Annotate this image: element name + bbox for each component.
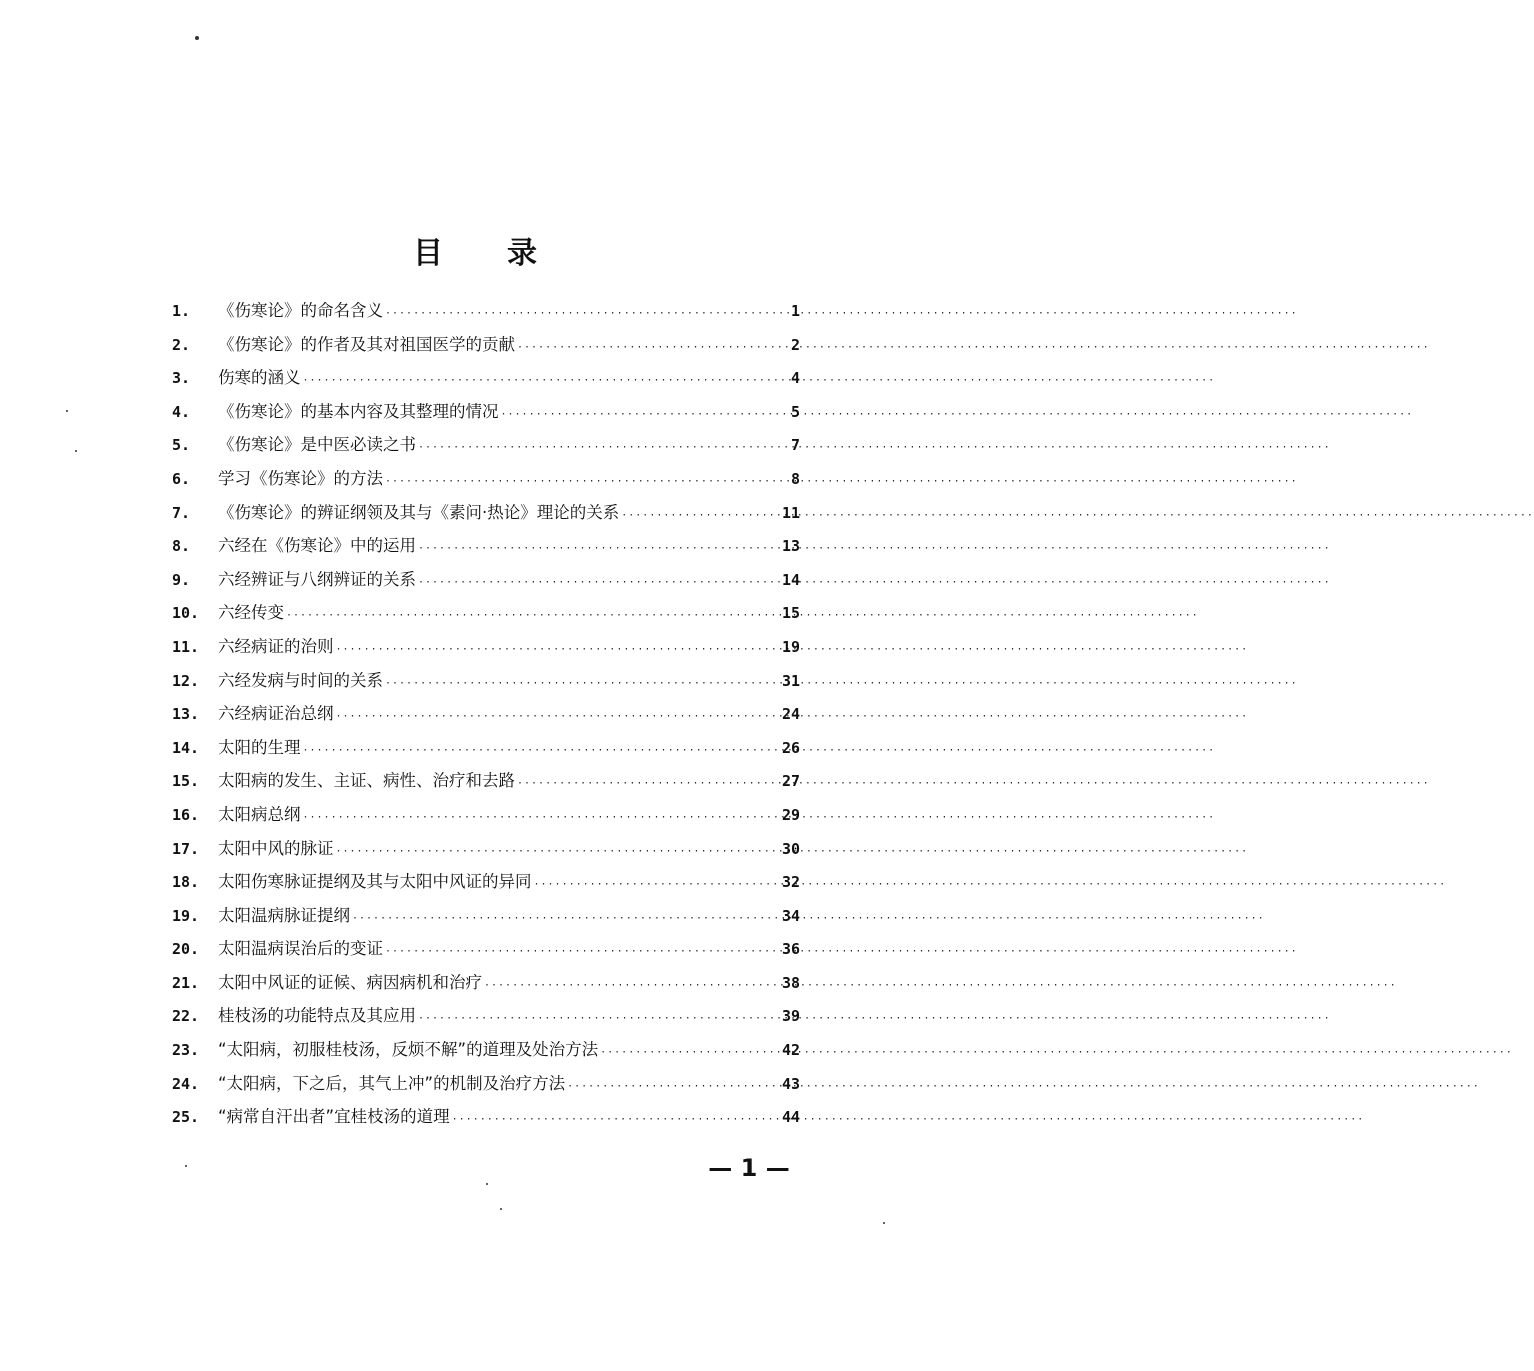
dot-leader <box>418 1002 776 1036</box>
toc-entry-page: 1 <box>790 302 800 320</box>
toc-entry-page: 43 <box>781 1074 800 1093</box>
toc-entry <box>172 596 800 630</box>
dot-leader <box>303 801 777 835</box>
toc-entry-page: 39 <box>781 1007 800 1026</box>
toc-entry-number: 14. <box>172 738 200 757</box>
toc-entry-page: 26 <box>781 738 800 757</box>
toc-entry-title: 伤寒的涵义 <box>218 368 301 388</box>
toc-entry-number: 17. <box>172 839 200 858</box>
dot-leader <box>336 633 777 667</box>
dot-leader <box>352 902 776 936</box>
toc-entry <box>172 798 800 832</box>
toc-entry-number: 7. <box>172 503 191 522</box>
scan-speck <box>66 410 68 412</box>
dot-leader <box>517 331 776 365</box>
toc-entry-title: 《伤寒论》的基本内容及其整理的情况 <box>218 401 499 421</box>
toc-entry <box>172 294 800 328</box>
toc-entry-page: 38 <box>781 973 800 992</box>
toc-entry-page: 11 <box>781 503 800 522</box>
toc-entry <box>172 899 800 933</box>
dot-leader <box>336 700 777 734</box>
dot-leader <box>534 868 777 902</box>
toc-entry-number: 16. <box>172 805 200 824</box>
toc-entry-title: 《伤寒论》是中医必读之书 <box>218 435 416 455</box>
toc-entry-title: 太阳的生理 <box>218 737 301 757</box>
toc-entry-title: 六经发病与时间的关系 <box>218 670 383 690</box>
dot-leader <box>418 532 776 566</box>
toc-entry-title: 太阳病的发生、主证、病性、治疗和去路 <box>218 771 515 791</box>
dot-leader <box>336 835 777 869</box>
toc-entry <box>172 563 800 597</box>
toc-entry-number: 8. <box>172 537 191 556</box>
toc-entry <box>172 865 800 899</box>
toc-entry-page: 36 <box>781 940 800 959</box>
scan-speck <box>486 1183 488 1185</box>
dot-leader <box>385 667 776 701</box>
toc-entry <box>172 328 800 362</box>
toc-entry-title: 桂枝汤的功能特点及其应用 <box>218 1006 416 1026</box>
toc-entry-title: 六经在《伤寒论》中的运用 <box>218 536 416 556</box>
dot-leader <box>418 431 776 465</box>
toc-entry-title: “病常自汗出者”宜桂枝汤的道理 <box>218 1107 450 1127</box>
toc-entry <box>172 630 800 664</box>
toc-entry-page: 24 <box>781 705 800 724</box>
toc-entry-number: 21. <box>172 973 200 992</box>
toc-entry-title: 六经辨证与八纲辨证的关系 <box>218 569 416 589</box>
toc-entry-number: 1. <box>172 302 191 320</box>
toc-entry <box>172 1100 800 1134</box>
toc-entry-title: 六经传变 <box>218 603 284 623</box>
toc-entry-page: 14 <box>781 570 800 589</box>
dot-leader <box>452 1103 776 1137</box>
toc-entry-page: 7 <box>790 436 800 455</box>
toc-entry-number: 4. <box>172 402 191 421</box>
dot-leader <box>517 767 776 801</box>
toc-entry-page: 8 <box>790 469 800 488</box>
toc-entry-title: 太阳温病脉证提纲 <box>218 905 350 925</box>
toc-entry-page: 4 <box>790 369 800 388</box>
toc-entry-page: 42 <box>781 1041 800 1060</box>
toc-entry <box>172 496 800 530</box>
toc-entry <box>172 1067 800 1101</box>
toc-entry-page: 34 <box>781 906 800 925</box>
toc-entry-number: 15. <box>172 772 200 791</box>
toc-entry <box>172 361 800 395</box>
scan-speck <box>195 36 199 40</box>
dot-leader <box>303 734 777 768</box>
toc-entry <box>172 731 800 765</box>
toc-entry <box>172 764 800 798</box>
dot-leader <box>621 499 776 533</box>
toc-entry-page: 15 <box>781 604 800 623</box>
toc-entry-number: 19. <box>172 906 200 925</box>
toc-entry-number: 22. <box>172 1007 200 1026</box>
page-number: — 1 — <box>708 1154 790 1182</box>
page-title: 目录 <box>413 236 601 272</box>
toc-entry-title: 《伤寒论》的辨证纲领及其与《素问·热论》理论的关系 <box>218 502 620 522</box>
toc-entry-title: 六经病证治总纲 <box>218 704 334 724</box>
toc-entry-title: 学习《伤寒论》的方法 <box>218 468 383 488</box>
toc-entry-number: 10. <box>172 604 200 623</box>
toc-entry <box>172 832 800 866</box>
toc-entry-number: 18. <box>172 873 200 892</box>
scan-speck <box>500 1208 502 1210</box>
dot-leader <box>418 566 776 600</box>
toc-entry-number: 6. <box>172 469 191 488</box>
toc-entry-title: “太阳病，初服桂枝汤，反烦不解”的道理及处治方法 <box>218 1040 599 1060</box>
dot-leader <box>385 297 776 331</box>
dot-leader <box>567 1070 776 1104</box>
scan-speck <box>75 450 77 452</box>
toc-entry-page: 2 <box>790 335 800 354</box>
dot-leader <box>303 364 777 398</box>
toc-entry-number: 3. <box>172 369 191 388</box>
toc-entry <box>172 664 800 698</box>
toc-entry-number: 23. <box>172 1041 200 1060</box>
dot-leader <box>385 465 776 499</box>
table-of-contents <box>172 294 800 1134</box>
toc-entry-number: 5. <box>172 436 191 455</box>
toc-entry-number: 12. <box>172 671 200 690</box>
dot-leader <box>484 969 776 1003</box>
toc-entry <box>172 529 800 563</box>
scan-speck <box>185 1165 187 1167</box>
toc-entry-page: 32 <box>781 873 800 892</box>
dot-leader <box>385 935 776 969</box>
dot-leader <box>286 599 776 633</box>
toc-entry-number: 25. <box>172 1108 200 1127</box>
toc-entry-page: 31 <box>781 671 800 690</box>
toc-entry <box>172 395 800 429</box>
toc-entry <box>172 999 800 1033</box>
toc-entry-page: 29 <box>781 805 800 824</box>
toc-entry-number: 13. <box>172 705 200 724</box>
toc-entry <box>172 428 800 462</box>
toc-entry-title: 太阳温病误治后的变证 <box>218 939 383 959</box>
toc-entry-title: 太阳中风的脉证 <box>218 838 334 858</box>
toc-entry-page: 5 <box>790 402 800 421</box>
toc-entry-title: 《伤寒论》的作者及其对祖国医学的贡献 <box>218 334 515 354</box>
toc-entry-number: 20. <box>172 940 200 959</box>
toc-entry-page: 27 <box>781 772 800 791</box>
toc-entry-number: 9. <box>172 570 191 589</box>
toc-entry-title: 《伤寒论》的命名含义 <box>218 301 383 320</box>
toc-entry-title: 太阳病总纲 <box>218 804 301 824</box>
toc-entry-title: “太阳病，下之后，其气上冲”的机制及治疗方法 <box>218 1073 566 1093</box>
toc-entry-number: 24. <box>172 1074 200 1093</box>
toc-entry <box>172 462 800 496</box>
toc-entry <box>172 1033 800 1067</box>
toc-entry-number: 2. <box>172 335 191 354</box>
toc-entry-number: 11. <box>172 637 200 656</box>
toc-entry <box>172 697 800 731</box>
toc-entry <box>172 966 800 1000</box>
dot-leader <box>501 398 777 432</box>
toc-entry <box>172 932 800 966</box>
toc-entry-title: 太阳中风证的证候、病因病机和治疗 <box>218 972 482 992</box>
scan-speck <box>883 1222 885 1224</box>
toc-entry-title: 太阳伤寒脉证提纲及其与太阳中风证的异同 <box>218 872 532 892</box>
toc-entry-page: 30 <box>781 839 800 858</box>
dot-leader <box>600 1036 776 1070</box>
toc-entry-page: 19 <box>781 637 800 656</box>
toc-entry-page: 13 <box>781 537 800 556</box>
toc-entry-page: 44 <box>781 1108 800 1127</box>
toc-entry-title: 六经病证的治则 <box>218 636 334 656</box>
